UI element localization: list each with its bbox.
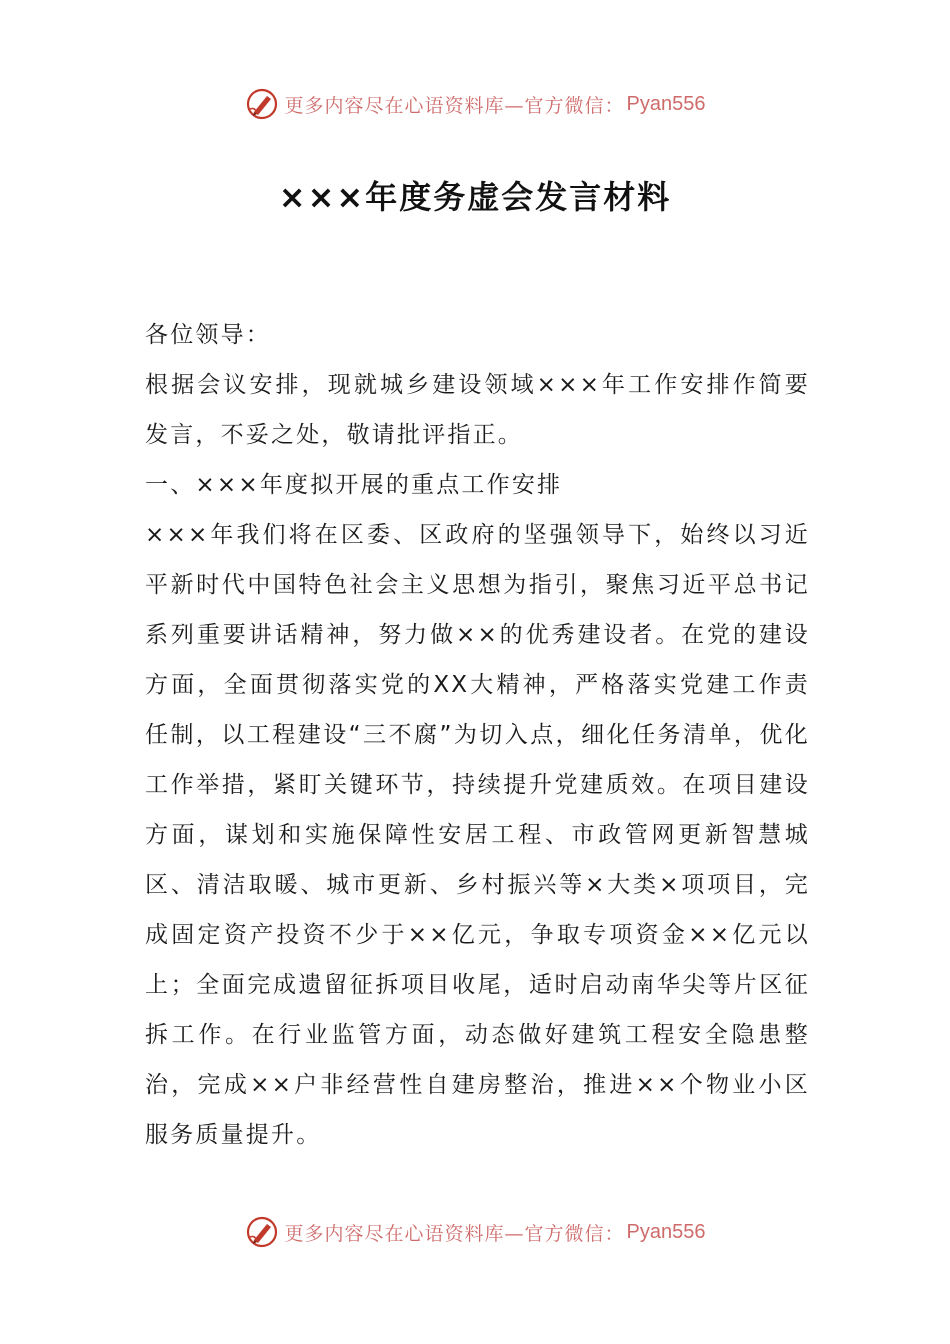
pen-logo-icon [245,87,279,121]
pen-logo-icon [245,1215,279,1249]
document-title: ×××年度务虚会发言材料 [278,178,672,216]
header-banner-text: 更多内容尽在心语资料库—官方微信： [284,94,625,117]
salutation: 各位领导： [145,322,271,348]
header-banner [0,84,950,124]
footer-banner-text: 更多内容尽在心语资料库—官方微信： [284,1222,625,1245]
footer-banner [0,1212,950,1252]
body-paragraph: ×××年我们将在区委、区政府的坚强领导下，始终以习近平新时代中国特色社会主义思想为指引，聚焦习近平总书记系列重要讲话精神，努力做××的优秀建设者。在党的建设方面，全面贯彻落实党的XX大精神，严格落实党建工作责任制，以工程建设“三不腐”为切入点，细化任务清单，优化工作举措，紧盯关键环节，持续提升党建质效。在项目建设方面，谋划和实施保障性安居工程、市政管网更新智慧城区、清洁取暖、城市更新、乡村振兴等×大类×项项目，完成固定资产投资不少于××亿元，争取专项资金××亿元以上；全面完成遗留征拆项目收尾，适时启动南华尖等片区征拆工作。在行业监管方面，动态做好建筑工程安全隐患整治，完成××户非经营性自建房整治，推进××个物业小区服务质量提升。 [145,522,810,1148]
intro-paragraph: 根据会议安排，现就城乡建设领域×××年工作安排作简要发言，不妥之处，敬请批评指正。 [145,372,810,448]
header-banner-id: Pyan556 [626,92,706,115]
footer-banner-id: Pyan556 [626,1220,706,1243]
document-body [145,310,810,1160]
section-heading: 一、×××年度拟开展的重点工作安排 [145,472,563,498]
